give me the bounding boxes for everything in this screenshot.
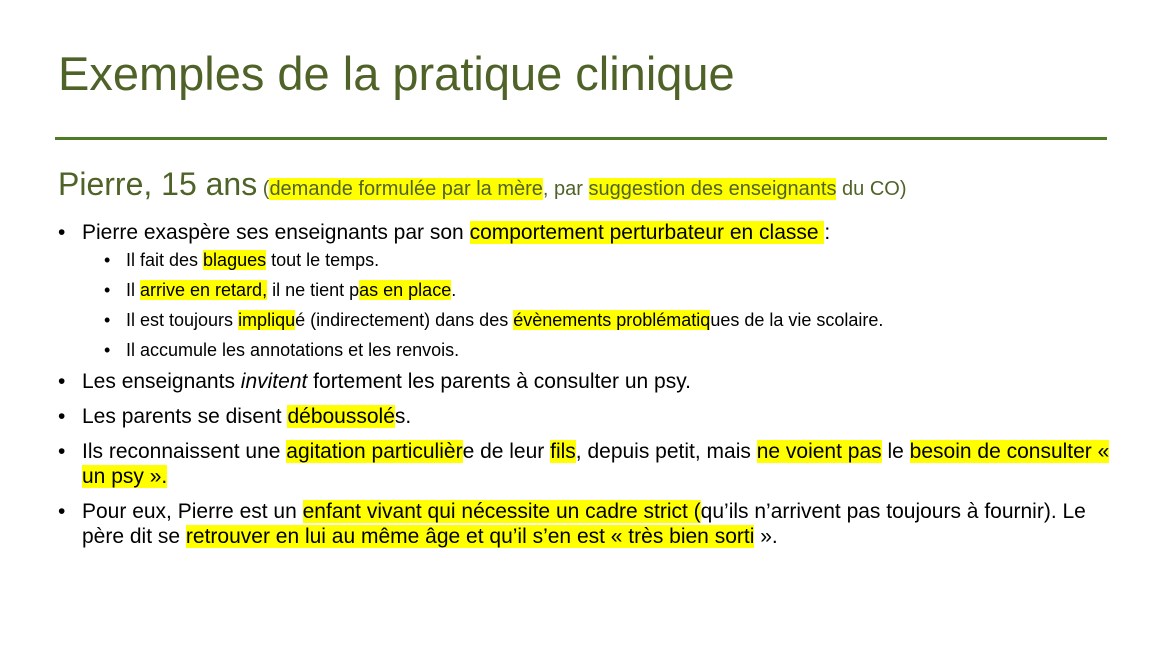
sub-bullet-involved xyxy=(104,309,1118,332)
case-context xyxy=(257,178,906,200)
highlight: enfant vivant qui nécessite un cadre strict ( xyxy=(302,500,701,523)
case-name: Pierre, 15 ans xyxy=(58,166,258,202)
sub-bullet-annotations xyxy=(104,339,1118,362)
bullet-framework xyxy=(58,499,1118,549)
highlight: blagues xyxy=(203,250,267,270)
sub-bullet-list xyxy=(104,249,1118,362)
text-run: Les enseignants xyxy=(82,370,241,393)
highlight: arrive en retard, xyxy=(140,280,268,300)
text-run: Pierre exaspère ses enseignants par son xyxy=(82,221,470,244)
highlight: agitation particulièr xyxy=(286,440,463,463)
text-run: Il est toujours xyxy=(126,310,239,330)
text-run: le xyxy=(881,440,910,463)
text-run: , depuis petit, mais xyxy=(575,440,757,463)
bullet-list xyxy=(58,220,1118,549)
text-run: é (indirectement) dans des xyxy=(295,310,514,330)
bullet-parents xyxy=(58,404,1118,429)
text-run: ues de la vie scolaire. xyxy=(710,310,884,330)
highlight: fils xyxy=(550,440,576,463)
highlight: évènements problématiq xyxy=(513,310,711,330)
text-run: ». xyxy=(754,525,778,548)
text-run: Il xyxy=(126,280,141,300)
sub-bullet-jokes xyxy=(104,249,1118,272)
text-run: il ne tient p xyxy=(267,280,360,300)
text-run: qu’ils n’arrivent pas toujours à fournir). Le père dit se xyxy=(82,500,1086,548)
text-run: e de leur xyxy=(462,440,551,463)
text-run: du CO) xyxy=(836,178,907,200)
case-subtitle xyxy=(58,166,907,203)
highlight: comportement perturbateur en classe xyxy=(469,221,825,244)
emphasis: invitent xyxy=(240,370,308,393)
text-run: : xyxy=(824,221,831,244)
text-run: Les parents se disent xyxy=(82,405,288,428)
text-run: Ils reconnaissent une xyxy=(82,440,287,463)
highlight: besoin de consulter « un psy ». xyxy=(82,440,1110,488)
highlight: demande formulée par la mère xyxy=(269,178,543,200)
text-run: . xyxy=(451,280,457,300)
bullet-agitation xyxy=(58,439,1118,489)
highlight: suggestion des enseignants xyxy=(588,178,837,200)
text-run: Il fait des xyxy=(126,250,204,270)
highlight: retrouver en lui au même âge et qu’il s’en est « très bien sorti xyxy=(185,525,755,548)
bullet-teachers xyxy=(58,369,1118,394)
slide-content xyxy=(58,220,1118,559)
highlight: ne voient pas xyxy=(756,440,882,463)
highlight: as en place xyxy=(359,280,452,300)
highlight: déboussolé xyxy=(287,405,395,428)
text-run: tout le temps. xyxy=(266,250,380,270)
bullet-behaviour xyxy=(58,220,1118,362)
text-run: , par xyxy=(542,178,589,200)
text-run: ( xyxy=(257,178,270,200)
text-run: Il accumule les annotations et les renvois. xyxy=(126,340,460,360)
slide-title: Exemples de la pratique clinique xyxy=(58,47,735,100)
sub-bullet-late xyxy=(104,279,1118,302)
title-divider xyxy=(55,137,1107,140)
text-run: Pour eux, Pierre est un xyxy=(82,500,303,523)
text-run: s. xyxy=(394,405,412,428)
highlight: impliqu xyxy=(238,310,296,330)
text-run: fortement les parents à consulter un psy. xyxy=(307,370,691,393)
